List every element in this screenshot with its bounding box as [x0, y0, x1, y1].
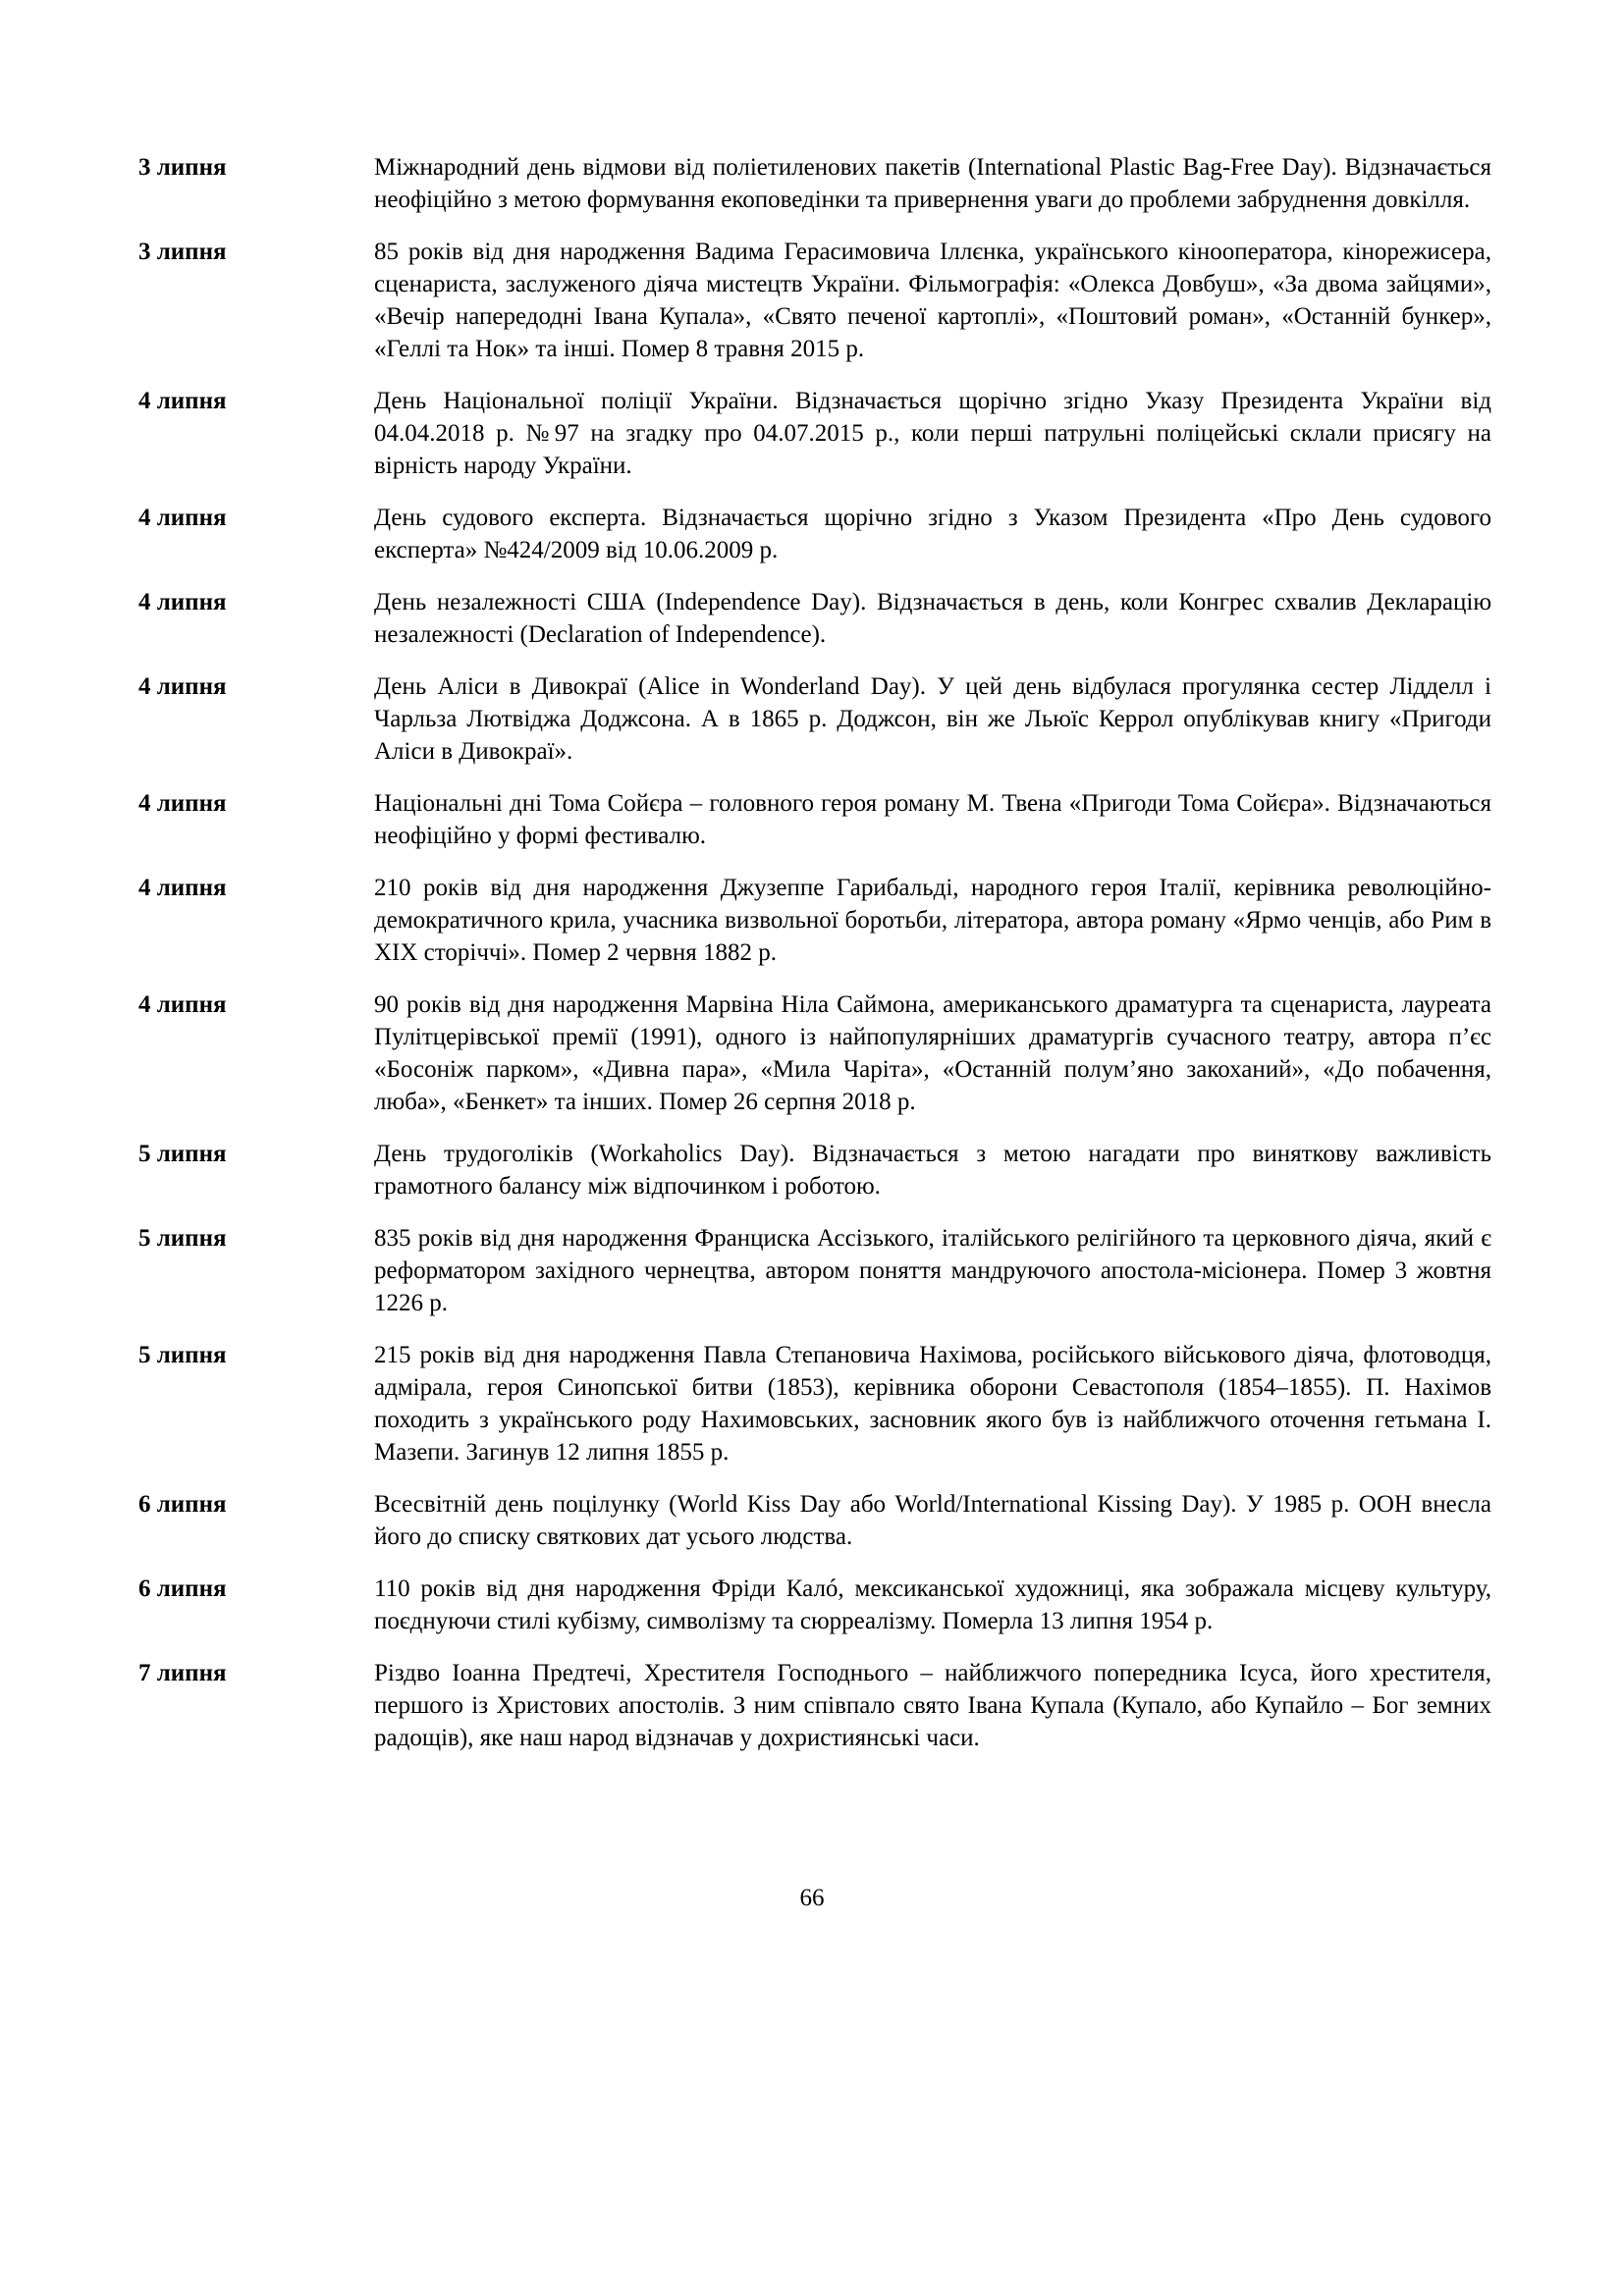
- entry-date: 4 липня: [138, 589, 227, 615]
- entry-text: День Національної поліції України. Відзначається щорічно згідно Указу Президента України від 04.04.2018 р. №97 на згадку про 04.07.2015 р., коли перші патрульні поліцейські склали присягу на вірність народу України.: [374, 388, 1491, 479]
- entry-date: 6 липня: [138, 1575, 227, 1602]
- calendar-entry: [138, 1657, 1491, 1754]
- calendar-entry: [138, 151, 1491, 216]
- calendar-entry: [138, 1488, 1491, 1553]
- entry-text: 110 років від дня народження Фріди Калó, мексиканської художниці, яка зображала місцеву культуру, поєднуючи стилі кубізму, символізму та сюрреалізму. Померла 13 липня 1954 р.: [374, 1575, 1491, 1634]
- entry-date: 4 липня: [138, 388, 227, 414]
- entry-text: День незалежності США (Independence Day). Відзначається в день, коли Конгрес схвалив Декларацію незалежності (Declaration of Independence).: [374, 589, 1491, 648]
- calendar-entry-list: [138, 151, 1491, 1774]
- calendar-entry: [138, 1339, 1491, 1468]
- entry-date: 5 липня: [138, 1225, 227, 1252]
- entry-text: Різдво Іоанна Предтечі, Хрестителя Господнього – найближчого попередника Ісуса, його хрестителя, першого із Христових апостолів. З ним співпало свято Івана Купала (Купало, або Купайло – Бог земних радощів), яке наш народ відзначав у дохристиянські часи.: [374, 1660, 1491, 1751]
- entry-text: 90 років від дня народження Марвіна Ніла Саймона, американського драматурга та сценариста, лауреата Пулітцерівської премії (1991), одного із найпопулярніших драматургів сучасного театру, автора п’єс «Босоніж парком», «Дивна пара», «Мила Чаріта», «Останній полум’яно закоханий», «До побачення, люба», «Бенкет» та інших. Помер 26 серпня 2018 р.: [374, 991, 1491, 1115]
- calendar-entry: [138, 787, 1491, 852]
- calendar-entry: [138, 586, 1491, 651]
- entry-date: 4 липня: [138, 991, 227, 1018]
- calendar-entry: [138, 236, 1491, 365]
- entry-text: 210 років від дня народження Джузеппе Гарибальді, народного героя Італії, керівника революційно-демократичного крила, учасника визвольної боротьби, літератора, автора роману «Ярмо ченців, або Рим в XIX сторіччі». Помер 2 червня 1882 р.: [374, 875, 1491, 966]
- calendar-entry: [138, 1222, 1491, 1319]
- entry-date: 4 липня: [138, 673, 227, 700]
- entry-text: 215 років від дня народження Павла Степановича Нахімова, російського військового діяча, флотоводця, адмірала, героя Синопської битви (1853), керівника оборони Севастополя (1854–1855). П. Нахімов походить з українського роду Нахимовських, засновник якого був із найближчого оточення гетьмана І. Мазепи. Загинув 12 липня 1855 р.: [374, 1342, 1491, 1466]
- entry-text: День трудоголіків (Workaholics Day). Відзначається з метою нагадати про виняткову важливість грамотного балансу між відпочинком і роботою.: [374, 1141, 1491, 1200]
- calendar-entry: [138, 385, 1491, 482]
- entry-date: 3 липня: [138, 239, 227, 265]
- calendar-entry: [138, 988, 1491, 1118]
- entry-text: Міжнародний день відмови від поліетиленових пакетів (International Plastic Bag-Free Day). Відзначається неофіційно з метою формування екоповедінки та привернення уваги до проблеми забруднення довкілля.: [374, 154, 1491, 213]
- entry-text: День Аліси в Дивокраї (Alice in Wonderland Day). У цей день відбулася прогулянка сестер Лідделл і Чарльза Лютвіджа Доджсона. А в 1865 р. Доджсон, він же Льюїс Керрол опублікував книгу «Пригоди Аліси в Дивокраї».: [374, 673, 1491, 765]
- entry-text: 85 років від дня народження Вадима Герасимовича Іллєнка, українського кінооператора, кінорежисера, сценариста, заслуженого діяча мистецтв України. Фільмографія: «Олекса Довбуш», «За двома зайцями», «Вечір напередодні Івана Купала», «Свято печеної картоплі», «Поштовий роман», «Останній бункер», «Геллі та Нок» та інші. Помер 8 травня 2015 р.: [374, 239, 1491, 362]
- calendar-entry: [138, 502, 1491, 566]
- calendar-entry: [138, 1573, 1491, 1637]
- calendar-entry: [138, 1138, 1491, 1202]
- entry-date: 3 липня: [138, 154, 227, 181]
- entry-date: 7 липня: [138, 1660, 227, 1686]
- entry-text: Національні дні Тома Сойєра – головного героя роману М. Твена «Пригоди Тома Сойєра». Відзначаються неофіційно у формі фестивалю.: [374, 790, 1491, 849]
- entry-text: 835 років від дня народження Франциска Ассізького, італійського релігійного та церковного діяча, який є реформатором західного чернецтва, автором поняття мандруючого апостола-місіонера. Помер 3 жовтня 1226 р.: [374, 1225, 1491, 1316]
- calendar-entry: [138, 670, 1491, 768]
- entry-date: 5 липня: [138, 1141, 227, 1167]
- page-number: 66: [799, 1885, 825, 1911]
- entry-date: 4 липня: [138, 790, 227, 817]
- entry-date: 5 липня: [138, 1342, 227, 1368]
- entry-date: 4 липня: [138, 505, 227, 531]
- entry-text: Всесвітній день поцілунку (World Kiss Day або World/International Kissing Day). У 1985 р. ООН внесла його до списку святкових дат усього людства.: [374, 1491, 1491, 1550]
- entry-date: 4 липня: [138, 875, 227, 901]
- entry-text: День судового експерта. Відзначається щорічно згідно з Указом Президента «Про День судового експерта» №424/2009 від 10.06.2009 р.: [374, 505, 1491, 563]
- entry-date: 6 липня: [138, 1491, 227, 1518]
- calendar-entry: [138, 872, 1491, 969]
